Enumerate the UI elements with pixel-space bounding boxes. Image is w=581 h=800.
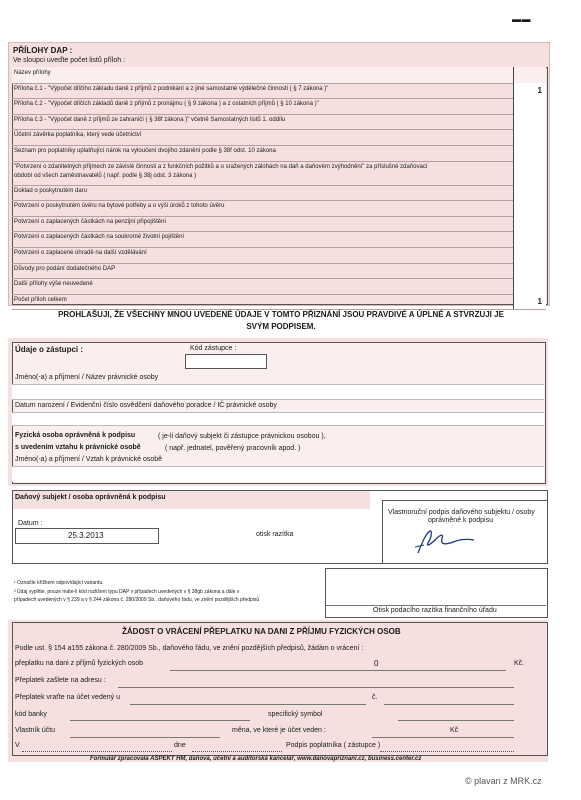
priloha-count-field[interactable] xyxy=(513,200,546,216)
footer-text: Formulář zpracovala ASPEKT HM, daňová, účetní a auditorská kancelář, www.danovapriznani.cz, business.center.cz xyxy=(90,756,422,762)
priloha-count-field[interactable] xyxy=(513,145,546,161)
priloha-label: Příloha č.2 - "Výpočet dílčích základů daně z příjmů z pronájmu ( § 9 zákona ) a z ostatních příjmů ( § 10 zákona )" xyxy=(14,101,319,108)
zadost-intro: Podle ust. § 154 a155 zákona č. 280/2009 Sb., daňového řádu, ve znění pozdějších předpisů, žádám o vrácení : xyxy=(15,645,364,652)
priloha-count-field[interactable] xyxy=(513,231,546,247)
preplatek-label: přeplatku na dani z příjmů fyzických osob xyxy=(15,660,144,667)
otisk-razitka-label: otisk razítka xyxy=(256,531,294,538)
priloha-label: Potvrzení o zaplacené úhradě na další vzdělávání xyxy=(14,250,147,256)
vlastnik-line[interactable] xyxy=(70,737,220,738)
adresa-line[interactable] xyxy=(118,687,514,688)
priloha-row xyxy=(12,83,546,100)
ucet-c-label: č. xyxy=(372,694,378,701)
kod-banky-label: kód banky xyxy=(15,711,47,718)
priloha-count-field[interactable] xyxy=(513,263,546,279)
vztah-label: s uvedením vztahu k právnické osobě xyxy=(15,444,141,451)
priloha-label: Další přílohy výše neuvedené xyxy=(14,281,93,288)
priloha-row xyxy=(12,145,546,162)
preplatek-value: 0 xyxy=(374,659,379,668)
priloha-row xyxy=(12,67,546,84)
priloha-count-field[interactable] xyxy=(513,161,546,185)
priloha-row xyxy=(12,98,546,115)
fyzicka-osoba-label: Fyzická osoba oprávněná k podpisu xyxy=(15,432,136,439)
priloha-count-field[interactable] xyxy=(513,247,546,263)
kod-zastupce-label: Kód zástupce : xyxy=(190,345,237,352)
priloha-row xyxy=(12,294,546,311)
priloha-label: Seznam pro poplatníky uplatňující nárok na vyloučení dvojího zdanění podle § 38f odst. 10 zákona xyxy=(14,148,276,154)
priloha-row xyxy=(12,247,546,264)
priloha-label: Příloha č.3 - "Výpočet daně z příjmů ze zahraničí ( § 38f zákona )" včetně Samostatných listů 1. oddílu xyxy=(14,116,286,123)
footnote-1: ¹ Označte křížkem odpovídající variantu. xyxy=(14,580,104,586)
prilohy-subtitle: Ve sloupci uveďte počet listů příloh : xyxy=(13,57,126,64)
zadost-title: ŽÁDOST O VRÁCENÍ PŘEPLATKU NA DANI Z PŘÍJMU FYZICKÝCH OSOB xyxy=(122,627,401,636)
watermark: © plavan z MRK.cz xyxy=(465,776,542,786)
signature-icon xyxy=(410,525,480,557)
priloha-label: Potvrzení o poskytnutém úvěru na bytové potřeby a o výši úroků z tohoto úvěru xyxy=(14,203,225,210)
kod-zastupce-field[interactable] xyxy=(185,354,267,369)
priloha-row xyxy=(12,263,546,280)
podpis-poplatnika-line[interactable] xyxy=(380,751,514,752)
priloha-count-field[interactable] xyxy=(513,216,546,232)
priloha-count-field[interactable] xyxy=(513,185,546,201)
podpis-poplatnika-label: Podpis poplatníka ( zástupce ) xyxy=(286,742,381,749)
footnote-2a: ² Údaj vyplňte, pouze máte-li kód rozlišení typu DAP v případech uvedených v § 38gb zákona a dále v xyxy=(14,589,240,595)
footnote-2b: případech uvedených v § 239 a v § 244 zákona č. 280/2009 Sb., daňového řádu, ve znění pozdějších předpisů xyxy=(14,597,260,603)
datum-value: 25.3.2013 xyxy=(68,531,104,540)
priloha-row xyxy=(12,161,546,186)
priloha-label: Doklad o poskytnutém daru xyxy=(14,187,88,194)
v-label: V xyxy=(15,742,20,749)
priloha-row xyxy=(12,114,546,131)
datum-narozeni-label: Datum narození / Evidenční číslo osvědčení daňového poradce / IČ právnické osoby xyxy=(15,402,277,409)
priloha-label: Potvrzení o zaplacených částkách na soukromé životní pojištění xyxy=(14,234,185,241)
declaration-line2: SVÝM PODPISEM. xyxy=(246,322,316,331)
priloha-count: 1 xyxy=(537,85,542,95)
priloha-count-field[interactable] xyxy=(513,83,546,99)
priloha-label: Účetní závěrka poplatníka, který vede účetnictví xyxy=(14,132,142,139)
subjekt-title: Daňový subjekt / osoba oprávněná k podpisu xyxy=(15,494,166,501)
v-line[interactable] xyxy=(22,751,172,752)
priloha-count-field[interactable] xyxy=(513,114,546,130)
priloha-row xyxy=(12,231,546,248)
datum-narozeni-field[interactable] xyxy=(12,412,544,426)
adresa-label: Přeplatek zašlete na adresu : xyxy=(15,677,106,684)
preplatek-line[interactable] xyxy=(170,670,506,671)
fyzicka-osoba-note: ( je-li daňový subjekt či zástupce právnickou osobou ), xyxy=(158,433,326,440)
ucet-cislo-line[interactable] xyxy=(384,704,514,705)
priloha-row xyxy=(12,129,546,146)
ucet-label: Přeplatek vraťte na účet vedený u xyxy=(15,694,120,701)
priloha-count-field[interactable] xyxy=(513,129,546,145)
priloha-label: Důvody pro podání dodatečného DAP xyxy=(14,265,116,272)
prilohy-title: PŘÍLOHY DAP : xyxy=(13,46,73,55)
priloha-count-field[interactable] xyxy=(513,278,546,294)
priloha-count-field[interactable] xyxy=(513,98,546,114)
vztah-note: ( např. jednatel, pověřený pracovník apod. ) xyxy=(165,445,301,452)
priloha-count: 1 xyxy=(537,296,542,306)
top-mark: ▬ ▬ xyxy=(512,14,530,24)
vlastnik-label: Vlastník účtu xyxy=(15,727,56,734)
priloha-row xyxy=(12,185,546,202)
dne-line[interactable] xyxy=(192,751,282,752)
priloha-label: Příloha č.1 - "Výpočet dílčího základu daně z příjmů z podnikání a z jiné samostatné výdělečné činnosti ( § 7 zákona )" xyxy=(14,85,329,92)
priloha-count-field[interactable] xyxy=(513,294,546,310)
mena-kc: Kč xyxy=(450,727,459,734)
priloha-row xyxy=(12,200,546,217)
jmeno-vztah-field[interactable] xyxy=(12,466,544,482)
priloha-row xyxy=(12,216,546,233)
specificky-line[interactable] xyxy=(398,720,514,721)
declaration-line1: PROHLAŠUJI, ŽE VŠECHNY MNOU UVEDENÉ ÚDAJE V TOMTO PŘIZNÁNÍ JSOU PRAVDIVÉ A ÚPLNÉ A STVRZUJI JE xyxy=(58,310,504,319)
priloha-label: Počet příloh celkem xyxy=(14,296,67,303)
specificky-label: specifický symbol xyxy=(268,711,323,718)
priloha-count-field xyxy=(513,67,546,83)
priloha-label-2: období od všech zaměstnavatelů ( např. podle § 38j odst. 3 zákona ) xyxy=(14,172,197,179)
jmeno-vztah-label: Jméno(-a) a příjmení / Vztah k právnické osobě xyxy=(15,456,163,463)
podpis-label-2: oprávněné k podpisu xyxy=(428,517,493,524)
datum-label: Datum : xyxy=(18,520,43,527)
zadost-box xyxy=(12,622,548,756)
urad-stamp-label: Otisk podacího razítka finančního úřadu xyxy=(373,607,497,614)
jmeno-field[interactable] xyxy=(12,384,544,400)
podpis-label-1: Vlastnoruční podpis daňového subjektu / osoby xyxy=(388,509,535,516)
priloha-label: "Potvrzení o zdanitelných příjmech ze závislé činnosti a z funkčních požitků a o sražených zálohách na daň a daňovém zvýhodnění" za příslušné zdaňovací xyxy=(14,163,428,170)
kod-banky-line[interactable] xyxy=(70,720,250,721)
dne-label: dne xyxy=(174,742,186,749)
jmeno-label: Jméno(-a) a příjmení / Název právnické osoby xyxy=(15,374,159,381)
mena-label: měna, ve které je účet veden : xyxy=(232,727,326,734)
priloha-label: Potvrzení o zaplacených částkách na penzijní připojištění xyxy=(14,218,167,225)
priloha-label: Název přílohy xyxy=(14,70,51,76)
mena-line[interactable] xyxy=(372,737,514,738)
ucet-banka-line[interactable] xyxy=(130,704,366,705)
zastupce-title: Údaje o zástupci : xyxy=(15,345,84,354)
priloha-row xyxy=(12,278,546,295)
preplatek-kc: Kč. xyxy=(514,660,525,667)
